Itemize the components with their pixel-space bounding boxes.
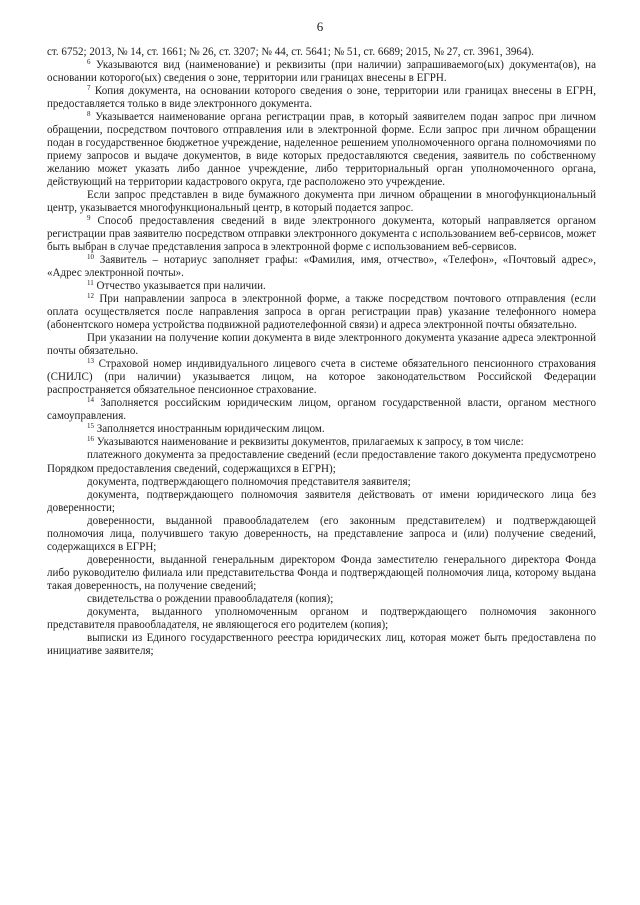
footnote-marker: 13 (87, 357, 94, 366)
paragraph-text: При указании на получение копии документа в виде электронного документа указание адреса электронной почты обязательно. (47, 332, 596, 358)
paragraph-text: Способ предоставления сведений в виде электронного документа, который направляется органом регистрации прав заявителю посредством отправки электронного документа с использованием веб-сервисов, может быть выбран в случае представления запроса в электронной форме с использованием веб-сервисов. (47, 215, 596, 254)
paragraph (47, 280, 596, 293)
footnote-marker: 16 (87, 435, 94, 444)
paragraph (47, 449, 596, 475)
footnote-marker: 9 (87, 214, 91, 223)
paragraph (47, 632, 596, 658)
footnote-marker: 11 (87, 279, 94, 288)
paragraph-text: платежного документа за предоставление сведений (если предоставление такого документа предусмотрено Порядком предоставления сведений, содержащихся в ЕГРН); (47, 449, 596, 475)
page-number: 6 (316, 19, 324, 34)
paragraph (47, 358, 596, 397)
paragraph-text: доверенности, выданной правообладателем (его законным представителем) и подтверждающей полномочия лица, получившего такую доверенность, на представление запроса и (или) получение сведений, содержащихся в ЕГРН; (47, 514, 596, 553)
footnote-marker: 15 (87, 422, 94, 431)
paragraph (47, 46, 596, 59)
paragraph (47, 593, 596, 606)
paragraph (47, 85, 596, 111)
paragraph (47, 476, 596, 489)
paragraph-text: документа, выданного уполномоченным органом и подтверждающего полномочия законного представителя правообладателя, не являющегося его родителем (копия); (47, 605, 596, 631)
paragraph-text: Указываются наименование и реквизиты документов, прилагаемых к запросу, в том числе: (94, 436, 524, 449)
paragraph-text: свидетельства о рождении правообладателя (копия); (87, 592, 334, 605)
paragraph (47, 111, 596, 189)
paragraph-text: документа, подтверждающего полномочия представителя заявителя; (87, 475, 411, 488)
paragraph-text: Заявитель – нотариус заполняет графы: «Фамилия, имя, отчество», «Телефон», «Почтовый адрес», «Адрес электронной почты». (47, 254, 596, 280)
paragraph (47, 332, 596, 358)
document-body (47, 46, 596, 658)
footnote-marker: 12 (87, 292, 94, 301)
paragraph (47, 423, 596, 436)
paragraph (47, 436, 596, 449)
paragraph (47, 489, 596, 515)
paragraph-text: Заполняется российским юридическим лицом, органом государственной власти, органом местного самоуправления. (47, 397, 596, 423)
paragraph-text: Отчество указывается при наличии. (93, 280, 266, 293)
footnote-marker: 6 (87, 58, 91, 67)
paragraph-text: документа, подтверждающего полномочия заявителя действовать от имени юридического лица без доверенности; (47, 488, 596, 514)
footnote-marker: 7 (87, 84, 91, 93)
paragraph-text: Заполняется иностранным юридическим лицом. (94, 423, 325, 436)
footnote-marker: 8 (87, 110, 91, 119)
paragraph (47, 606, 596, 632)
paragraph (47, 59, 596, 85)
paragraph (47, 189, 596, 215)
paragraph-text: Копия документа, на основании которого сведения о зоне, территории или границах внесены в ЕГРН, предоставляется только в виде электронного документа. (47, 85, 596, 111)
paragraph-text: Если запрос представлен в виде бумажного документа при личном обращении в многофункциональный центр, указывается многофункциональный центр, в который подается запрос. (47, 189, 596, 215)
paragraph (47, 215, 596, 254)
paragraph-text: При направлении запроса в электронной форме, а также посредством почтового отправления (если оплата осуществляется после направления запроса в орган регистрации прав) указание телефонного номера (абонентского номера устройства подвижной радиотелефонной связи) и адреса электронной почты обязательно. (47, 293, 596, 332)
paragraph-text: Страховой номер индивидуального лицевого счета в системе обязательного пенсионного страхования (СНИЛС) (при наличии) указывается лицом, на которое законодательством Российской Федерации распространяется обязательное пенсионное страхование. (47, 358, 596, 397)
paragraph-text: Указывается наименование органа регистрации прав, в который заявителем подан запрос при личном обращении, посредством почтового отправления или в электронной форме. Если запрос при личном обращении подан в государственное бюджетное учреждение, наделенное решением уполномоченного органа полномочиями по приему запросов и выдаче документов, в виде которых предоставляются сведения, заявитель по собственному желанию может указать либо данное учреждение, либо территориальный орган уполномоченного органа, действующий на территории кадастрового округа, где расположено это учреждение. (47, 111, 596, 189)
paragraph (47, 515, 596, 554)
paragraph-text: ст. 6752; 2013, № 14, ст. 1661; № 26, ст. 3207; № 44, ст. 5641; № 51, ст. 6689; 2015, № 27, ст. 3961, 3964). (47, 46, 534, 58)
footnote-marker: 14 (87, 396, 94, 405)
paragraph (47, 293, 596, 332)
paragraph (47, 254, 596, 280)
paragraph (47, 554, 596, 593)
paragraph-text: доверенности, выданной генеральным директором Фонда заместителю генерального директора Фонда либо руководителю филиала или представительства Фонда и подтверждающей полномочия лица, которому выдана такая доверенность, на получение сведений; (47, 553, 596, 592)
paragraph-text: Указываются вид (наименование) и реквизиты (при наличии) запрашиваемого(ых) документа(ов), на основании которого(ых) сведения о зоне, территории или границах внесены в ЕГРН. (47, 59, 596, 85)
paragraph (47, 397, 596, 423)
footnote-marker: 10 (87, 253, 94, 262)
paragraph-text: выписки из Единого государственного реестра юридических лиц, которая может быть предоставлена по инициативе заявителя; (47, 631, 596, 657)
